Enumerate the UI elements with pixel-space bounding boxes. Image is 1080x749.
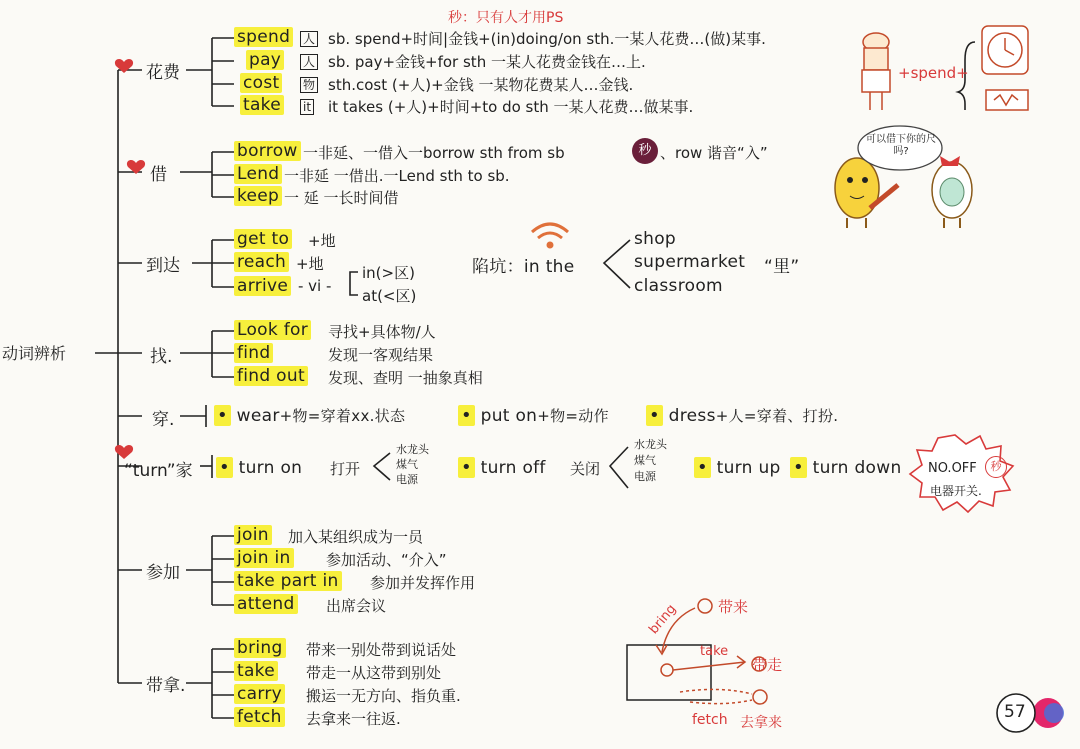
word-fetch: fetch — [234, 707, 285, 727]
word-find-out: find out — [234, 366, 308, 386]
desc-wear: +物=穿着xx.状态 — [279, 407, 406, 425]
borrow-note: 、row 谐音“入” — [660, 144, 768, 162]
arrive-in: in(>区) — [362, 264, 415, 282]
tag-spend: 人 — [300, 31, 318, 47]
desc-find-out: 发现、查明 一抽象真相 — [328, 369, 483, 387]
wifi-icon — [532, 224, 568, 247]
desc-cost: sth.cost (+人)+金钱 一某物花费某人…金钱. — [328, 76, 634, 94]
object-gas-1: 煤气 — [396, 458, 418, 471]
desc-attend: 出席会议 — [326, 597, 387, 615]
word-turn-up: turn up — [716, 458, 781, 478]
place-supermarket: supermarket — [634, 252, 746, 272]
word-dress: dress — [668, 406, 716, 426]
page-number: 57 — [1004, 702, 1026, 722]
desc-reach: +地 — [296, 255, 324, 273]
root-label: 动词辨析 — [2, 344, 67, 363]
word-carry: carry — [234, 684, 285, 704]
word-wear: wear — [236, 406, 280, 426]
object-power-1: 电源 — [396, 473, 418, 486]
desc-get-to: +地 — [308, 232, 336, 250]
category-bring: 带拿. — [146, 676, 186, 696]
desc-put-on: +物=动作 — [537, 407, 609, 425]
word-get-to: get to — [234, 229, 292, 249]
category-join: 参加 — [146, 563, 180, 583]
desc-look-for: 寻找+具体物/人 — [328, 323, 436, 341]
desc-borrow: 一非延、一借入一borrow sth from sb — [303, 144, 565, 162]
word-turn-down: turn down — [812, 458, 902, 478]
category-find: 找. — [150, 347, 173, 367]
word-turn-off: turn off — [480, 458, 546, 478]
word-attend: attend — [234, 594, 298, 614]
desc-take-part-in: 参加并发挥作用 — [370, 574, 476, 592]
desc-turn-off: 关闭 — [570, 460, 601, 478]
diagram-take-cn: 带走 — [752, 656, 783, 674]
word-pay: pay — [246, 50, 284, 70]
money-icon — [986, 90, 1028, 110]
word-keep: keep — [234, 186, 282, 206]
object-power-2: 电源 — [634, 470, 656, 483]
desc-fetch: 去拿来一往返. — [306, 710, 401, 728]
word-turn-on: turn on — [238, 458, 303, 478]
word-take-2: take — [234, 661, 278, 681]
desc-arrive: - vi - — [298, 277, 332, 295]
diagram-bring-cn: 带来 — [718, 598, 749, 616]
word-lend: Lend — [234, 164, 282, 184]
desc-turn-on: 打开 — [330, 460, 361, 478]
diagram-fetch: fetch — [692, 712, 728, 728]
desc-spend: sb. spend+时间|金钱+(in)doing/on sth.一某人花费…(做)某事. — [328, 30, 766, 48]
desc-lend: 一非延 一借出.一Lend sth to sb. — [284, 167, 510, 185]
diagram-take: take — [700, 644, 729, 659]
speech-bubble-text: 可以借下你的尺吗? — [866, 134, 936, 157]
desc-take: it takes (+人)+时间+to do sth 一某人花费…做某事. — [328, 98, 694, 116]
category-wear: 穿. — [152, 410, 175, 430]
word-take: take — [240, 95, 284, 115]
word-join-in: join in — [234, 548, 294, 568]
spend-drawing-label: +spend+ — [898, 64, 969, 82]
category-borrow: 借 — [150, 165, 167, 185]
diagram-fetch-cn: 去拿来 — [740, 715, 782, 731]
word-spend: spend — [234, 27, 293, 47]
person-drawing — [862, 33, 890, 110]
desc-dress: +人=穿着、打扮. — [715, 407, 839, 425]
tag-pay: 人 — [300, 54, 318, 70]
badge-icon: 秒 — [985, 456, 1007, 478]
word-take-part-in: take part in — [234, 571, 342, 591]
word-bring: bring — [234, 638, 286, 658]
badge-text: NO.OFF — [928, 461, 977, 476]
place-classroom: classroom — [634, 276, 723, 296]
tag-cost: 物 — [300, 77, 318, 93]
word-reach: reach — [234, 252, 289, 272]
pit-label: 陷坑：in the — [472, 257, 575, 277]
tag-take: it — [300, 99, 314, 115]
place-shop: shop — [634, 229, 677, 249]
object-gas-2: 煤气 — [634, 454, 656, 467]
category-spend: 花费 — [146, 63, 180, 83]
desc-find: 发现一客观结果 — [328, 346, 434, 364]
places-note: “里” — [764, 257, 800, 277]
diagram-bring: bring — [646, 601, 680, 638]
seconds-icon: 秒 — [632, 138, 658, 164]
word-look-for: Look for — [234, 320, 311, 340]
word-cost: cost — [240, 73, 282, 93]
category-arrive: 到达 — [146, 256, 180, 276]
top-note: 秒：只有人才用PS — [448, 10, 564, 26]
desc-keep: 一 延 一长时间借 — [284, 189, 399, 207]
word-put-on: put on — [480, 406, 538, 426]
desc-join-in: 参加活动、“介入” — [326, 551, 447, 569]
desc-carry: 搬运一无方向、指负重. — [306, 687, 461, 705]
desc-join: 加入某组织成为一员 — [288, 528, 424, 546]
word-find: find — [234, 343, 273, 363]
object-tap-1: 水龙头 — [396, 443, 429, 456]
desc-bring: 带来一别处带到说话处 — [306, 641, 457, 659]
desc-pay: sb. pay+金钱+for sth 一某人花费金钱在…上. — [328, 53, 646, 71]
word-arrive: arrive — [234, 276, 291, 296]
arrive-at: at(<区) — [362, 287, 417, 305]
desc-take-2: 带走一从这带到别处 — [306, 664, 442, 682]
word-join: join — [234, 525, 272, 545]
object-tap-2: 水龙头 — [634, 438, 667, 451]
category-turn: “turn”家 — [124, 461, 193, 481]
word-borrow: borrow — [234, 141, 301, 161]
badge-sub: 电器开关. — [930, 484, 982, 498]
clock-icon — [982, 26, 1028, 74]
